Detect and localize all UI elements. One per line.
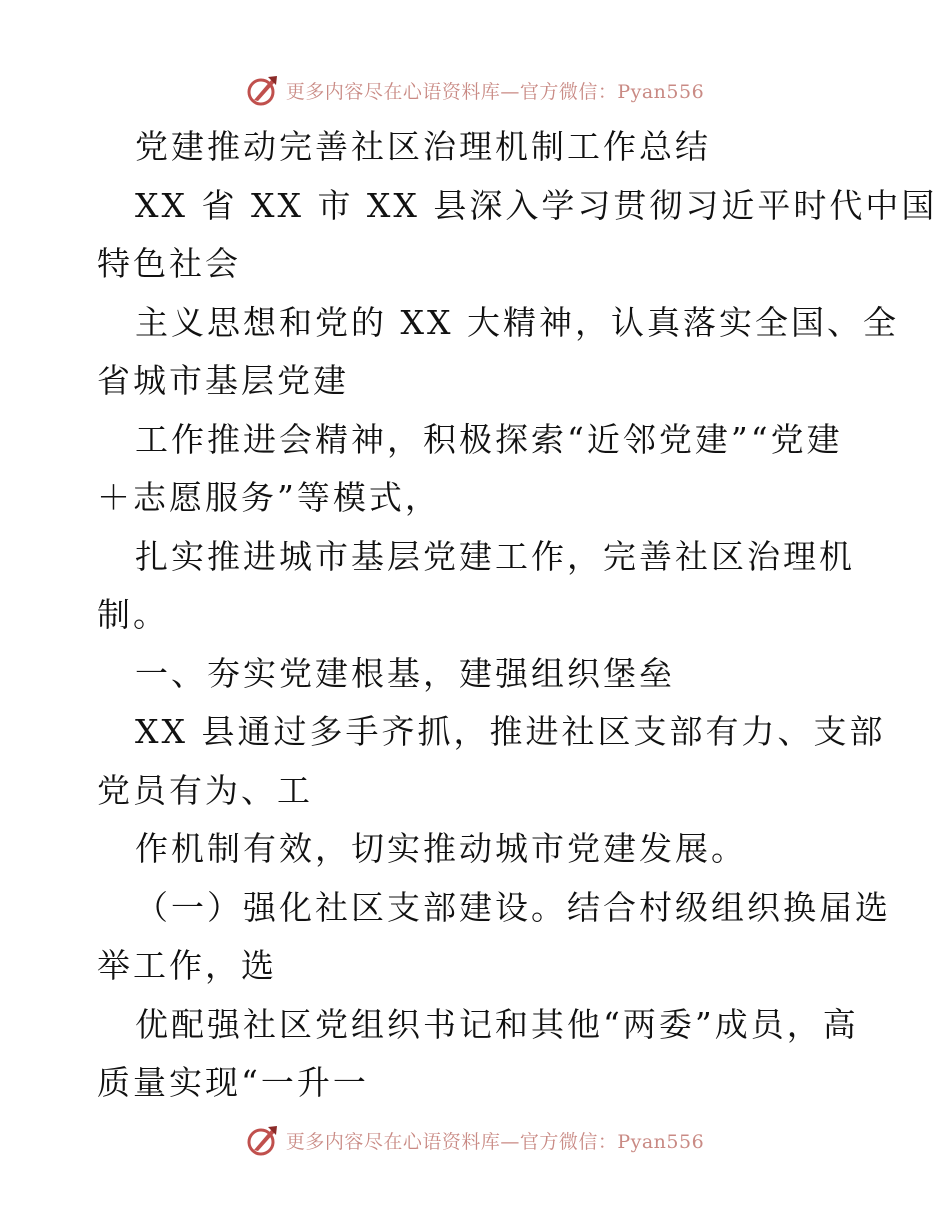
paragraph-line: 省城市基层党建 [97, 361, 349, 400]
paragraph-line: 工作推进会精神，积极探索“近邻党建”“党建 [135, 419, 843, 459]
footer-watermark [0, 1120, 950, 1160]
subsection-line: （一）强化社区支部建设。结合村级组织换届选 [135, 887, 891, 927]
paragraph-line: 特色社会 [97, 244, 241, 283]
header-watermark [0, 70, 950, 110]
paragraph-line: 制。 [97, 595, 169, 634]
paragraph-line: ＋志愿服务”等模式， [97, 478, 441, 517]
paragraph-line: 优配强社区党组织书记和其他“两委”成员，高 [135, 1004, 859, 1044]
paragraph-line: 作机制有效，切实推动城市党建发展。 [135, 829, 747, 868]
document-body [97, 118, 938, 1113]
paragraph-line: 主义思想和党的 XX 大精神，认真落实全国、全 [135, 302, 899, 342]
paragraph-line: XX 县通过多手齐抓，推进社区支部有力、支部 [135, 712, 886, 751]
paragraph-line: 举工作，选 [97, 946, 277, 985]
quill-circle-icon [246, 1123, 280, 1157]
paragraph-line: 党员有为、工 [97, 770, 313, 810]
section-heading: 一、夯实党建根基，建强组织堡垒 [135, 653, 675, 693]
watermark-text: 更多内容尽在心语资料库—官方微信：Pyan556 [285, 80, 705, 103]
paragraph-line: 扎实推进城市基层党建工作，完善社区治理机 [135, 536, 855, 576]
paragraph-line: XX 省 XX 市 XX 县深入学习贯彻习近平时代中国 [135, 185, 938, 225]
paragraph-line: 质量实现“一升一 [97, 1063, 369, 1102]
quill-circle-icon [246, 73, 280, 107]
watermark-text: 更多内容尽在心语资料库—官方微信：Pyan556 [285, 1130, 705, 1153]
doc-title: 党建推动完善社区治理机制工作总结 [135, 127, 711, 166]
